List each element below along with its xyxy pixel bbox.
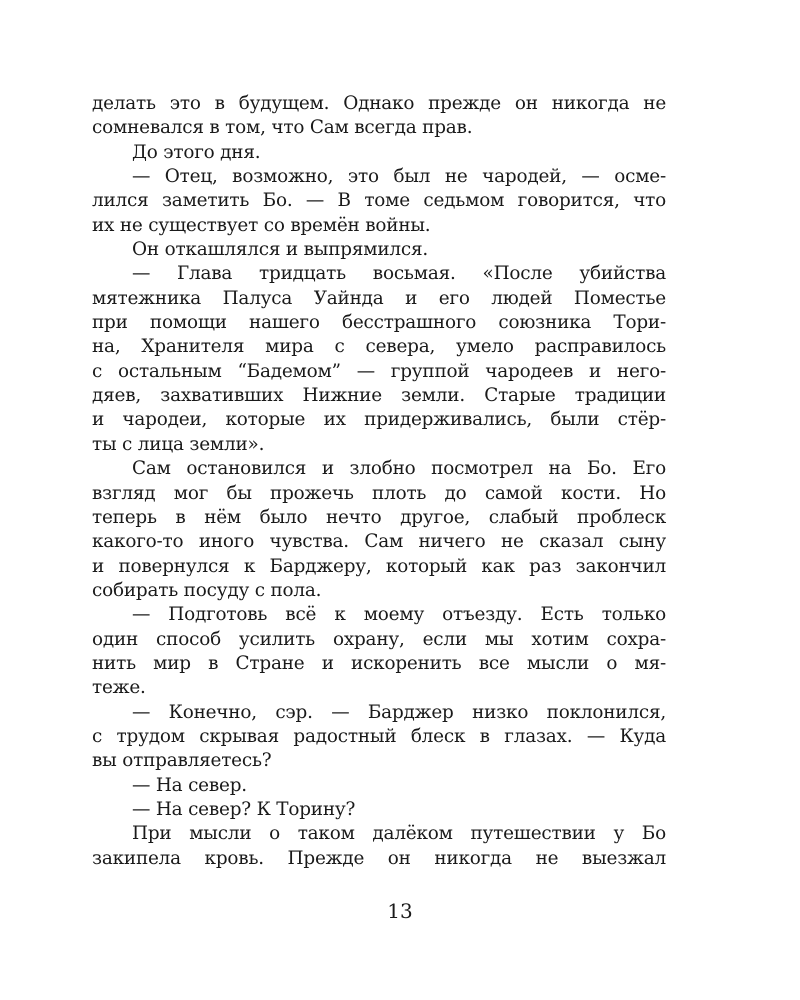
text-line: Он откашлялся и выпрямился. [132,239,429,261]
text-line: делать это в будущем. Однако прежде он никогда не [92,93,666,114]
text-line: и чародеи, которые их придерживались, были стёр- [92,409,666,431]
text-line: при помощи нашего бесстрашного союзника Тори- [92,312,666,334]
text-line: — Глава тридцать восьмая. «После убийства [132,263,666,285]
text-line: теперь в нём было нечто другое, слабый проблеск [92,506,666,528]
text-line: их не существует со времён войны. [92,214,431,236]
text-line: нить мир в Стране и искоренить все мысли о мя- [92,652,666,674]
text-line: с остальным “Бадемом” — группой чародеев и него- [92,360,666,382]
text-line: — Отец, возможно, это был не чародей, — осме- [132,166,666,188]
text-line: — На север. [132,774,247,796]
text-line: — Конечно, сэр. — Барджер низко поклонился, [132,701,666,723]
text-line: сомневался в том, что Сам всегда прав. [92,117,473,139]
text-line: на, Хранителя мира с севера, умело расправилось [92,336,666,358]
body-text [92,92,666,871]
text-line: закипела кровь. Прежде он никогда не выезжал [92,847,666,869]
text-line: какого-то иного чувства. Сам ничего не сказал сыну [92,531,666,553]
text-line: с трудом скрывая радостный блеск в глазах. — Куда [92,725,666,747]
text-line: — Подготовь всё к моему отъезду. Есть только [132,604,666,626]
page-number: 13 [387,899,413,923]
text-line: До этого дня. [132,141,261,163]
text-line: ты с лица земли». [92,433,265,455]
text-line: и повернулся к Барджеру, который как раз закончил [92,555,666,577]
text-line: теже. [92,677,146,699]
text-line: мятежника Палуса Уайнда и его людей Поместье [92,287,666,309]
text-line: собирать посуду с пола. [92,579,322,601]
text-line: взгляд мог бы прожечь плоть до самой кости. Но [92,482,666,504]
text-line: Сам остановился и злобно посмотрел на Бо. Его [132,458,666,480]
text-line: лился заметить Бо. — В томе седьмом говорится, что [92,190,666,212]
text-line: вы отправляетесь? [92,750,272,772]
text-line: один способ усилить охрану, если мы хотим сохра- [92,628,666,650]
text-line: При мысли о таком далёком путешествии у Бо [132,823,666,845]
text-line: дяев, захвативших Нижние земли. Старые традиции [92,385,666,407]
text-line: — На север? К Торину? [132,798,356,820]
